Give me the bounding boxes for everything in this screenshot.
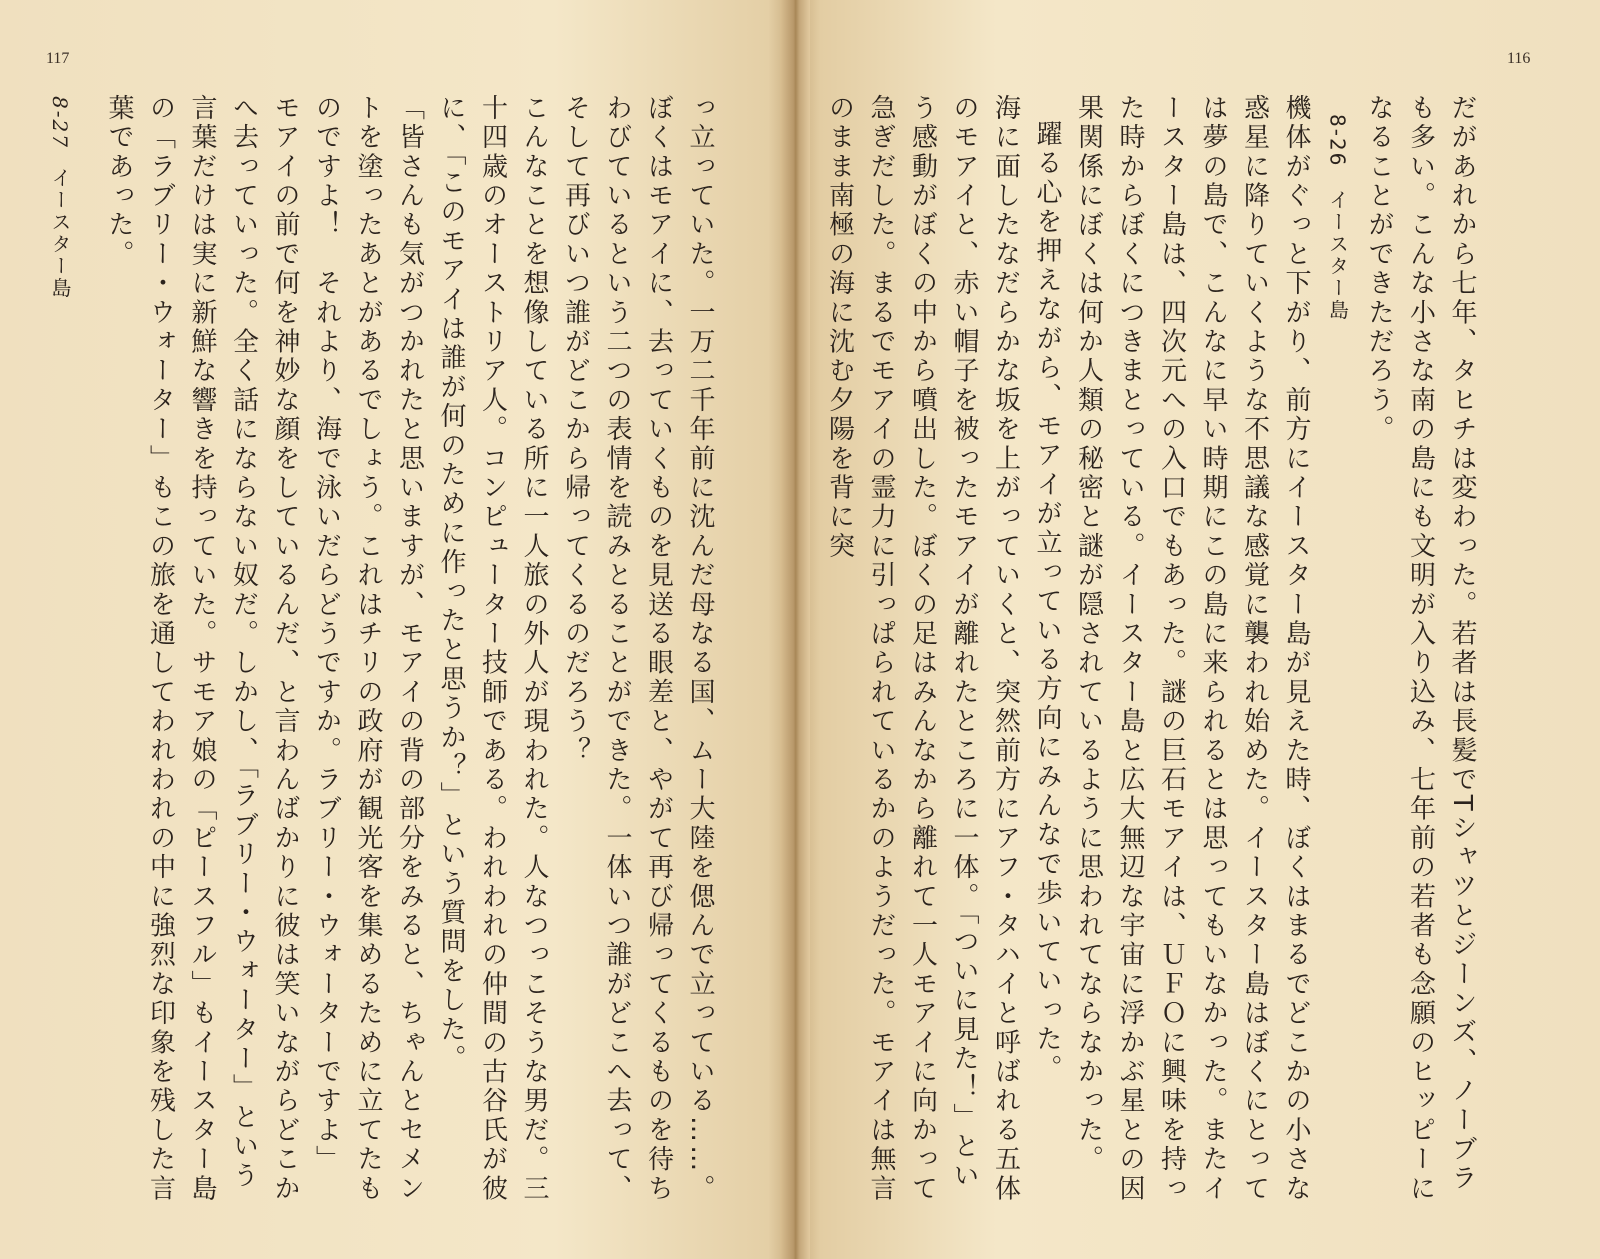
paragraph: 機体がぐっと下がり、前方にイースター島が見えた時、ぼくはまるでどこかの小さな惑星に降りていくような不思議な感覚に襲われ始めた。イースター島はぼくにとっては夢の島で、こんなに早い時期にこの島に来られるとは思ってもいなかった。またイースター島は、四次元への入口でもあった。謎の巨石モアイは、ＵＦＯに興味を持った時からぼくにつきまとっている。イースター島と広大無辺な宇宙に浮かぶ星との因果関係にぼくは何か人類の秘密と謎が隠されているように思われてならなかった。 (1073, 94, 1311, 1204)
paragraph: っ立っていた。一万二千年前に沈んだ母なる国、ムー大陸を偲んで立っている……。ぼくはモアイに、去っていくものを見送る眼差と、やがて再び帰ってくるものを待ちわびているという二つの表情を読みとることができた。一体いつ誰がどこへ去って、そして再びいつ誰がどこから帰ってくるのだろう？ (560, 94, 715, 1204)
right-page-text (818, 94, 1482, 1214)
paragraph: だがあれから七年、タヒチは変わった。若者は長髪でTシャツとジーンズ、ノーブラも多い。こんな小さな南の島にも文明が入り込み、七年前の若者も念願のヒッピーになることができただろう。 (1364, 94, 1477, 1204)
running-head-number: 8-27 (48, 96, 72, 149)
left-page-text (98, 94, 721, 1214)
paragraph: 「皆さんも気がつかれたと思いますが、モアイの背の部分をみると、ちゃんとセメントを塗ったあとがあるでしょう。これはチリの政府が観光客を集めるために立てたものですよ！ それより、海で泳いだらどうですか。ラブリー・ウォーターですよ」 (311, 94, 425, 1204)
left-page-number: 117 (46, 50, 70, 67)
right-page-number: 116 (1507, 50, 1531, 67)
running-head-title: イースター島 (48, 167, 72, 300)
paragraph: 海に面したなだらかな坂を上がっていくと、突然前方にアフ・タハイと呼ばれる五体のモアイと、赤い帽子を被ったモアイが離れたところに一体。「ついに見た！」という感動がぼくの中から噴出した。ぼくの足はみんなから離れて一人モアイに向かって急ぎだした。まるでモアイの霊力に引っぱられているかのようだった。モアイは無言のまま南極の海に沈む夕陽を背に突 (824, 94, 1021, 1204)
paragraph: モアイの前で何を神妙な顔をしているんだ、と言わんばかりに彼は笑いながらどこかへ去っていった。全く話にならない奴だ。しかし、「ラブリー・ウォーター」という言葉だけは実に新鮮な響きを持っていた。サモア娘の「ピースフル」もイースター島の「ラブリー・ウォーター」もこの旅を通してわれわれの中に強烈な印象を残した言葉であった。 (104, 94, 300, 1204)
section-heading: 8-26 イースター島 (1325, 114, 1350, 322)
paragraph: 躍る心を押えながら、モアイが立っている方向にみんなで歩いていった。 (1032, 120, 1062, 1084)
book-gutter (780, 0, 810, 1259)
left-running-head (46, 96, 75, 299)
paragraph: こんなことを想像している所に一人旅の外人が現われた。人なつっこそうな男だ。三十四歳のオーストリア人。コンピューター技師である。われわれの仲間の古谷氏が彼に、「このモアイは誰が何のために作ったと思うか？」という質問をした。 (436, 94, 549, 1204)
